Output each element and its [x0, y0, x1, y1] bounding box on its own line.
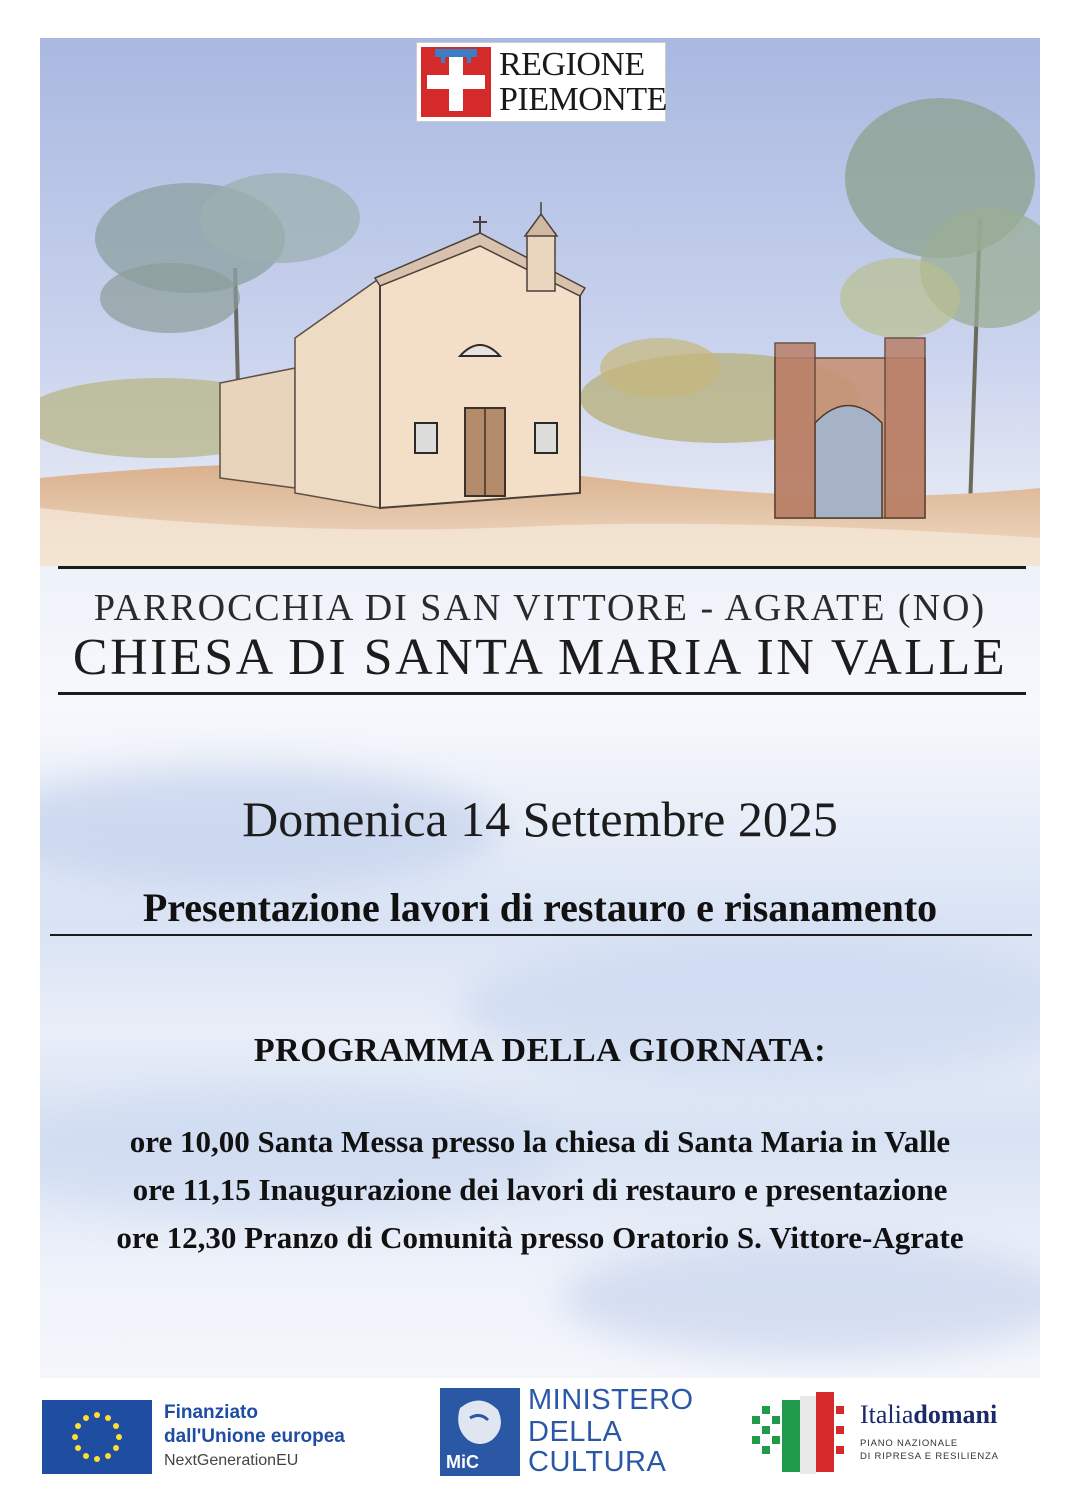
program-title: PROGRAMMA DELLA GIORNATA:: [253, 1032, 827, 1069]
eu-funded-line2: dall'Unione europea: [164, 1426, 345, 1447]
divider-top: [58, 566, 1026, 569]
italiadomani-sub2: DI RIPRESA E RESILIENZA: [860, 1451, 999, 1462]
event-subtitle: Presentazione lavori di restauro e risanamento: [142, 885, 938, 930]
watercolor-wash: [560, 1238, 1040, 1358]
mic-logo-icon: [440, 1388, 520, 1476]
regione-piemonte-logo: [416, 42, 666, 122]
mic-line3: CULTURA: [528, 1446, 667, 1478]
logo-text-regione: REGIONE: [499, 46, 645, 83]
italiadomani-mark-icon: [750, 1386, 850, 1478]
piemonte-flag-icon: [421, 47, 491, 117]
eu-nextgen: NextGenerationEU: [164, 1452, 299, 1469]
event-date: Domenica 14 Settembre 2025: [242, 791, 838, 847]
program-item: ore 12,30 Pranzo di Comunità presso Oratorio S. Vittore-Agrate: [116, 1220, 964, 1255]
parish-title: PARROCCHIA DI SAN VITTORE - AGRATE (NO): [93, 587, 987, 629]
divider-bottom: [58, 692, 1026, 695]
eu-flag-icon: [42, 1400, 152, 1474]
footer-logos: [0, 1378, 1080, 1512]
program-item: ore 10,00 Santa Messa presso la chiesa di Santa Maria in Valle: [129, 1124, 951, 1159]
italiadomani-wordmark: [860, 1400, 997, 1430]
mic-line2: DELLA: [528, 1416, 623, 1448]
mic-badge-text: MiC: [446, 1452, 479, 1472]
poster: [40, 38, 1040, 1378]
church-title: CHIESA DI SANTA MARIA IN VALLE: [72, 629, 1008, 686]
italiadomani-sub1: PIANO NAZIONALE: [860, 1438, 959, 1449]
italiadomani-part-b: domani: [913, 1400, 998, 1429]
subtitle-underline: [50, 934, 1032, 936]
program-item: ore 11,15 Inaugurazione dei lavori di restauro e presentazione: [132, 1172, 948, 1207]
logo-text-piemonte: PIEMONTE: [499, 81, 667, 118]
italiadomani-part-a: Italia: [860, 1400, 914, 1429]
eu-funded-line1: Finanziato: [164, 1402, 258, 1423]
mic-line1: MINISTERO: [528, 1384, 694, 1416]
